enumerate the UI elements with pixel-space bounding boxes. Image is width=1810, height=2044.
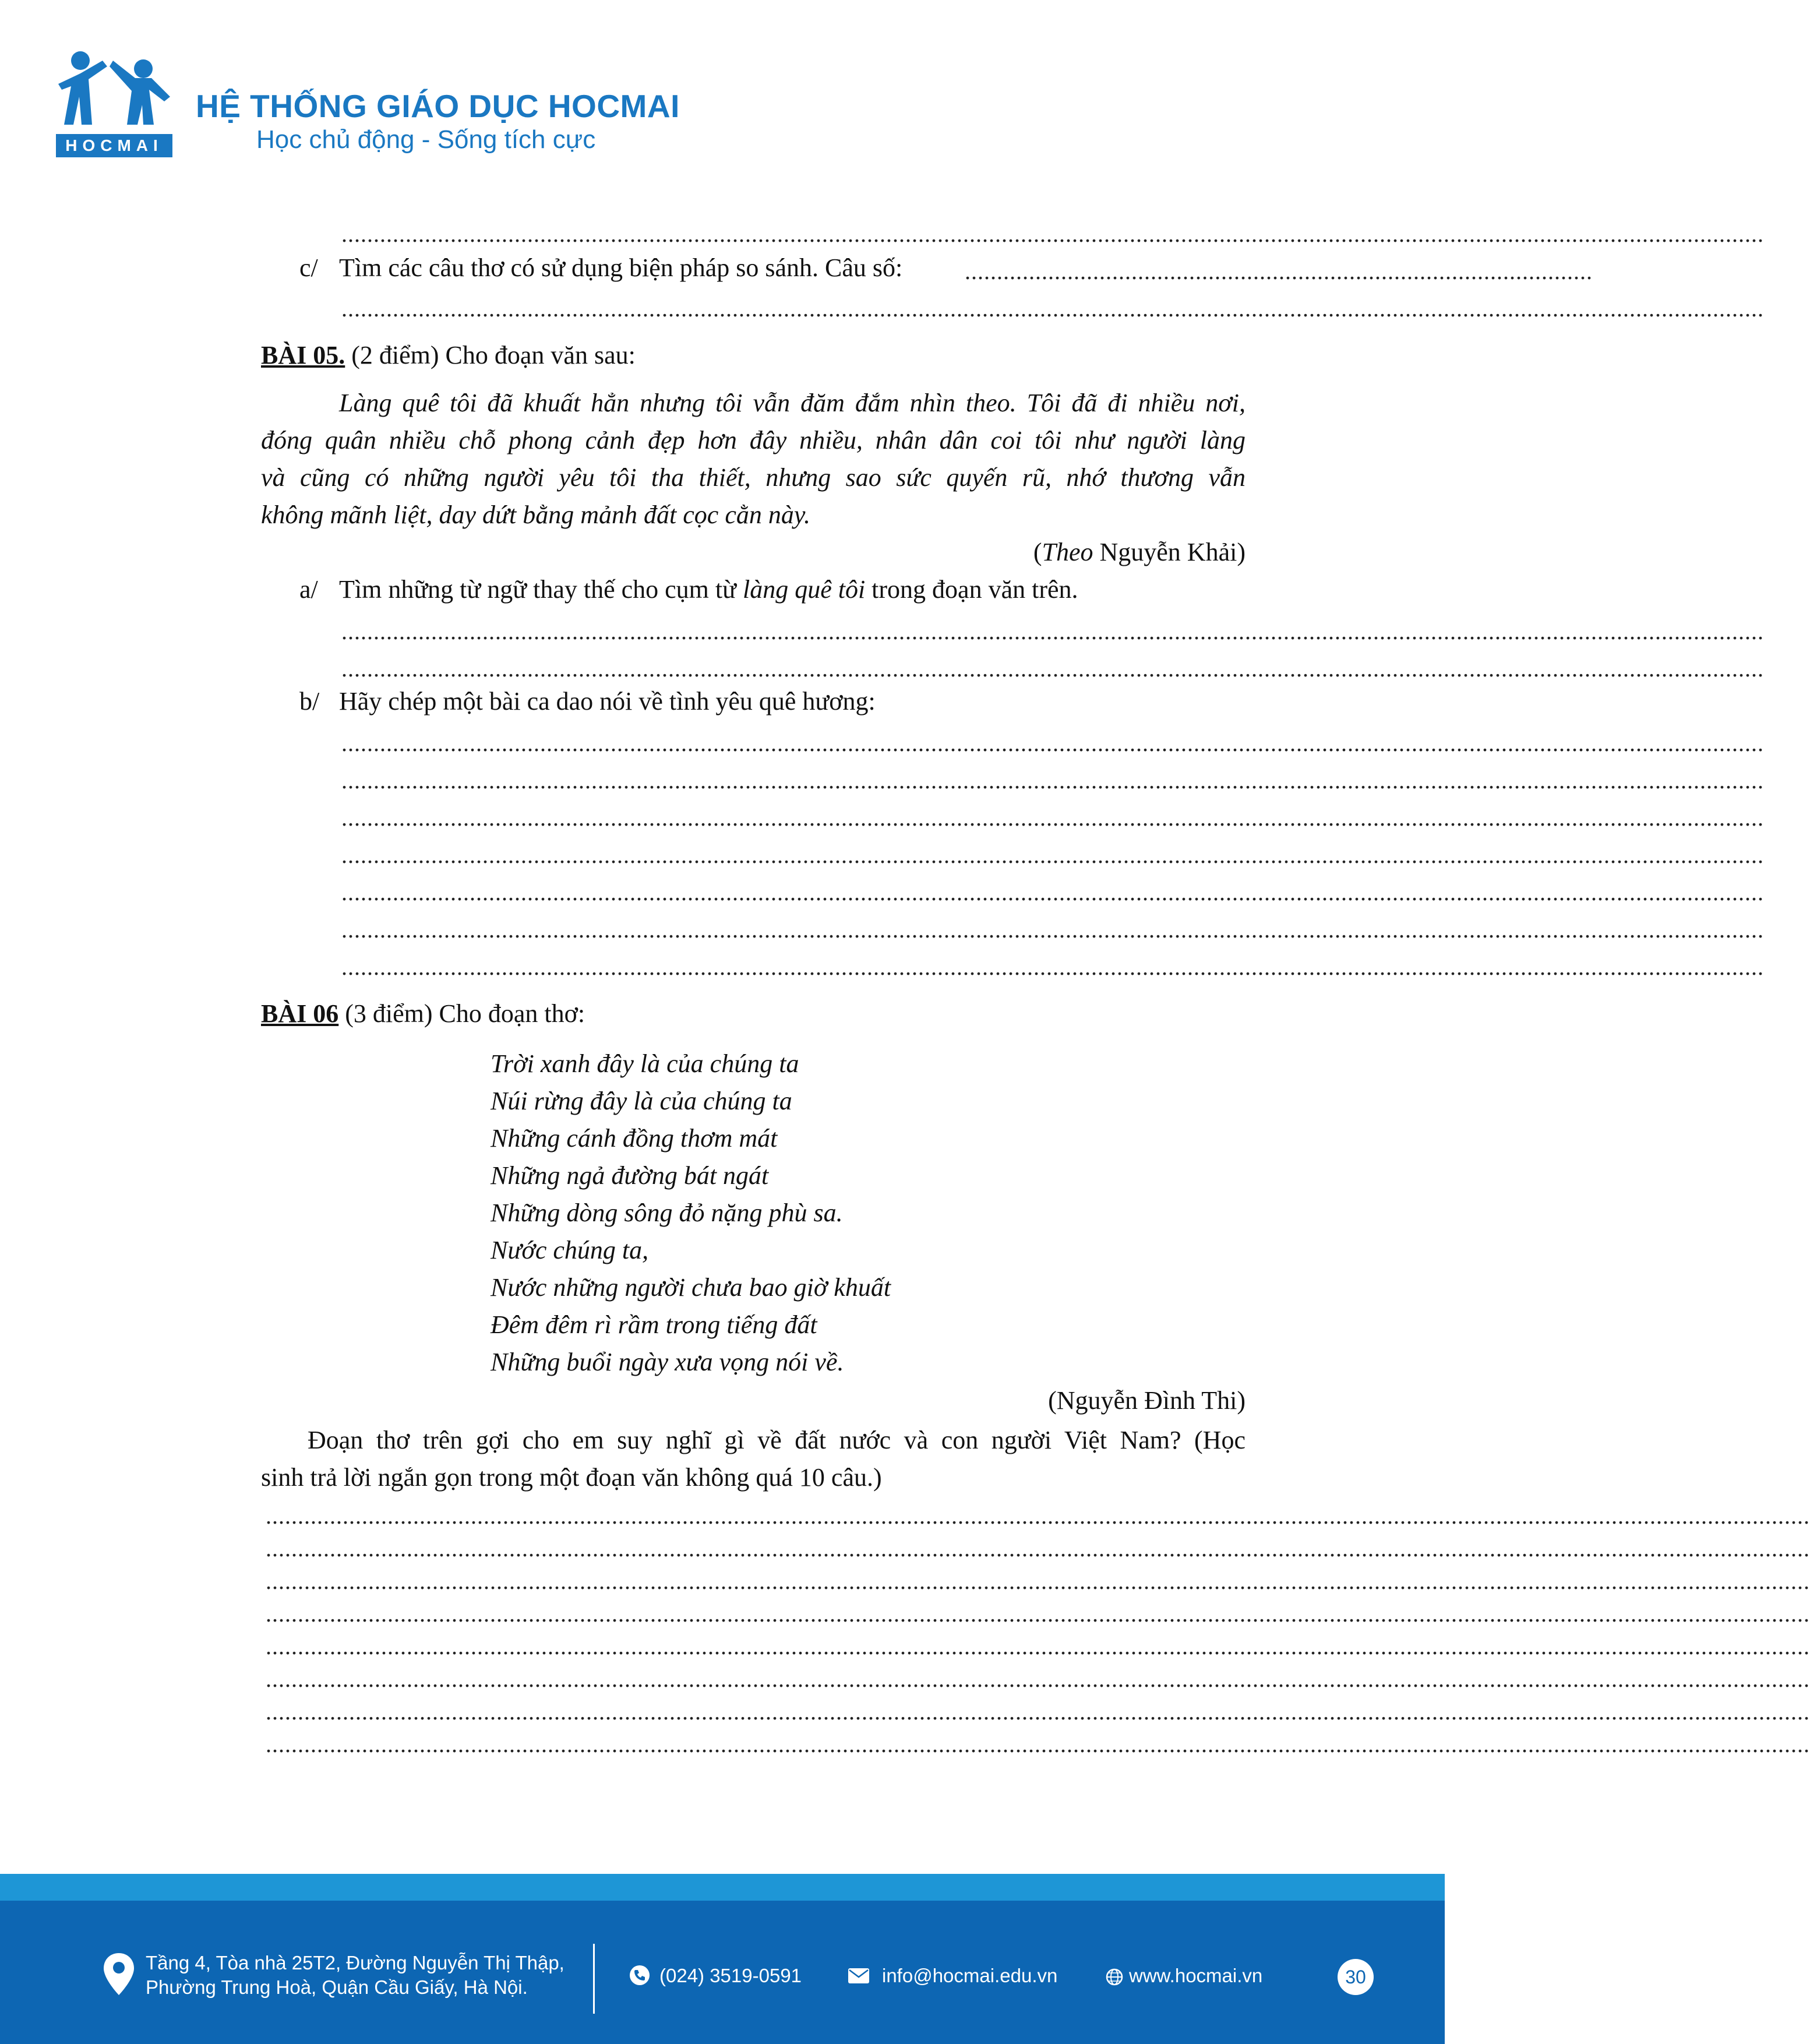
source-theo: Theo <box>1042 538 1093 566</box>
email-icon <box>848 1968 869 1986</box>
answer-line: ................................................................................................................................................................................................................................................. <box>266 1568 1810 1594</box>
address-line-1: Tầng 4, Tòa nhà 25T2, Đường Nguyễn Thị Thập, <box>146 1952 564 1973</box>
answer-line: ................................................................................................................................................................................................................................................. <box>266 1535 1810 1562</box>
answer-line: .............................................................................................................................................................................................................................. <box>341 805 1764 831</box>
question-line: Đoạn thơ trên gợi cho em suy nghĩ gì về đất nước và con người Việt Nam? (Học <box>308 1426 1246 1454</box>
answer-line: .............................................................................................................................................................................................................................. <box>341 295 1764 322</box>
poem-line: Núi rừng đây là của chúng ta <box>491 1087 792 1115</box>
phone-number[interactable]: (024) 3519-0591 <box>659 1965 802 1986</box>
passage-line: Làng quê tôi đã khuất hẳn nhưng tôi vẫn đăm đắm nhìn theo. Tôi đã đi nhiều nơi, <box>339 389 1246 417</box>
item-text-a: Tìm những từ ngữ thay thế cho cụm từ làng quê tôi trong đoạn văn trên. <box>339 575 1078 604</box>
logo-text: HOCMAI <box>65 136 163 154</box>
poem-line: Đêm đêm rì rầm trong tiếng đất <box>491 1310 817 1339</box>
item-label-b: b/ <box>299 687 320 716</box>
footer-accent-bar <box>0 1874 1445 1901</box>
passage-source: (Theo Nguyễn Khải) <box>1033 538 1246 566</box>
poem-line: Trời xanh đây là của chúng ta <box>491 1049 799 1078</box>
poem-line: Nước chúng ta, <box>491 1236 649 1264</box>
answer-line: .............................................................................................................................................................................................................................. <box>341 656 1764 682</box>
passage-line: và cũng có những người yêu tôi tha thiết, nhưng sao sức quyến rũ, nhớ thương vẫn <box>261 463 1246 492</box>
answer-line: .................................................................................................. <box>965 258 1593 284</box>
answer-line: .............................................................................................................................................................................................................................. <box>341 917 1764 943</box>
poem-line: Những ngả đường bát ngát <box>491 1161 769 1190</box>
item-label-c: c/ <box>299 253 318 282</box>
page-number: 30 <box>1338 1959 1374 1995</box>
exercise-number: BÀI 06 <box>261 999 339 1028</box>
item-label-a: a/ <box>299 575 318 604</box>
email-address[interactable]: info@hocmai.edu.vn <box>882 1965 1058 1986</box>
answer-line: .............................................................................................................................................................................................................................. <box>341 730 1764 756</box>
poem-line: Những cánh đồng thơm mát <box>491 1124 778 1153</box>
answer-line: .............................................................................................................................................................................................................................. <box>341 767 1764 794</box>
poem-line: Những buổi ngày xưa vọng nói về. <box>491 1348 844 1376</box>
poem-line: Nước những người chưa bao giờ khuất <box>491 1273 891 1302</box>
globe-icon <box>1106 1968 1123 1989</box>
hocmai-logo <box>56 48 172 158</box>
footer-divider <box>593 1944 595 2014</box>
answer-line: ................................................................................................................................................................................................................................................. <box>266 1633 1810 1659</box>
question-line: sinh trả lời ngắn gọn trong một đoạn văn không quá 10 câu.) <box>261 1463 882 1492</box>
brand-slogan: Học chủ động - Sống tích cực <box>256 125 596 154</box>
answer-line: ................................................................................................................................................................................................................................................. <box>266 1666 1810 1692</box>
item-text-c: Tìm các câu thơ có sử dụng biện pháp so sánh. Câu số: <box>339 253 903 282</box>
brand-title: HỆ THỐNG GIÁO DỤC HOCMAI <box>196 88 680 124</box>
poem-line: Những dòng sông đỏ nặng phù sa. <box>491 1199 843 1227</box>
source-author: Nguyễn Khải) <box>1093 538 1246 566</box>
answer-line: .............................................................................................................................................................................................................................. <box>341 618 1764 644</box>
answer-line: ................................................................................................................................................................................................................................................. <box>266 1601 1810 1627</box>
answer-line: ................................................................................................................................................................................................................................................. <box>266 1503 1810 1529</box>
answer-line: ................................................................................................................................................................................................................................................. <box>266 1698 1810 1725</box>
poem-author: (Nguyễn Đình Thi) <box>1048 1386 1246 1415</box>
website-link[interactable]: www.hocmai.vn <box>1129 1965 1263 1986</box>
exercise-instruction: (3 điểm) Cho đoạn thơ: <box>338 999 585 1028</box>
answer-line: .............................................................................................................................................................................................................................. <box>341 221 1764 247</box>
phone-icon <box>629 1965 650 1989</box>
answer-line: .............................................................................................................................................................................................................................. <box>341 879 1764 905</box>
exercise-heading <box>261 337 636 374</box>
item-text-b: Hãy chép một bài ca dao nói về tình yêu quê hương: <box>339 687 876 716</box>
exercise-heading <box>261 995 585 1032</box>
address-line-2: Phường Trung Hoà, Quận Cầu Giấy, Hà Nội. <box>146 1976 528 1998</box>
exercise-instruction: (2 điểm) Cho đoạn văn sau: <box>351 341 636 369</box>
passage-line: đóng quân nhiều chỗ phong cảnh đẹp hơn đây nhiều, nhân dân coi tôi như người làng <box>261 426 1246 454</box>
passage-line: không mãnh liệt, day dứt bằng mảnh đất cọc cằn này. <box>261 501 810 529</box>
answer-line: .............................................................................................................................................................................................................................. <box>341 954 1764 980</box>
exercise-number: BÀI 05. <box>261 341 345 369</box>
location-pin-icon <box>104 1953 134 1998</box>
answer-line: ................................................................................................................................................................................................................................................. <box>266 1731 1810 1757</box>
answer-line: .............................................................................................................................................................................................................................. <box>341 842 1764 868</box>
